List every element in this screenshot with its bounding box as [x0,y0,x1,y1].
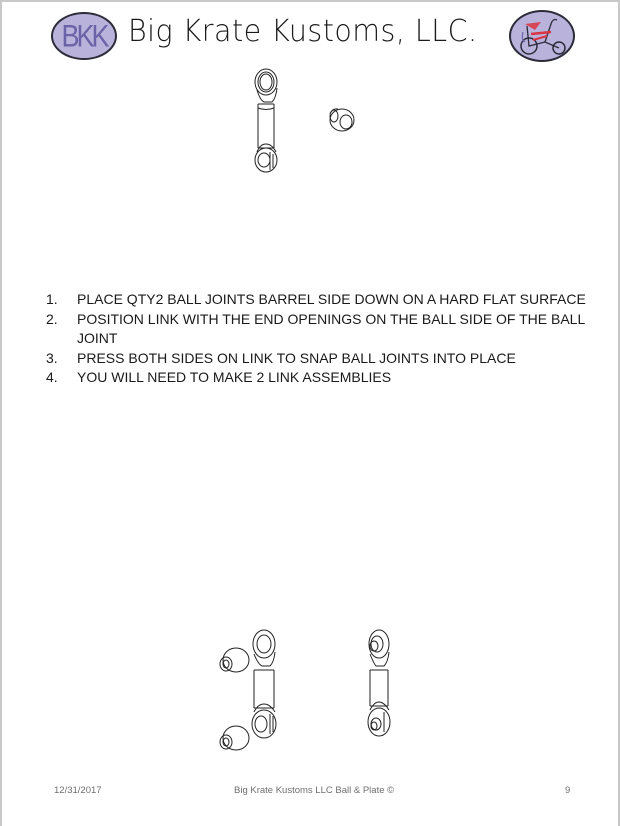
footer-copyright: Big Krate Kustoms LLC Ball & Plate © [234,785,395,796]
top-parts-figure [246,64,366,179]
bottom-assembly-figure [214,626,404,758]
page-header [2,2,620,68]
step-text: POSITION LINK WITH THE END OPENINGS ON THE BALL SIDE OF THE BALL JOINT [77,310,585,346]
footer-date: 12/31/2017 [54,785,102,796]
step-number: 1. [46,291,58,307]
assembled-link-icon [368,630,390,736]
bkk-logo [51,12,117,60]
ball-joint-icon [220,726,249,750]
instruction-item [46,310,586,349]
step-text: PRESS BOTH SIDES ON LINK TO SNAP BALL JOINTS INTO PLACE [77,349,516,366]
step-number: 4. [46,369,58,385]
step-text: PLACE QTY2 BALL JOINTS BARREL SIDE DOWN ON A HARD FLAT SURFACE [77,291,586,307]
step-number: 2. [46,310,58,327]
ball-joint-icon [330,109,354,131]
instruction-list [46,290,586,388]
link-part-icon [252,630,276,738]
bkk-logo-text: BKK [61,18,107,53]
bicycle-logo-icon [509,10,575,62]
instruction-item [46,368,586,388]
ball-joint-icon [220,648,249,672]
step-text: YOU WILL NEED TO MAKE 2 LINK ASSEMBLIES [77,369,392,385]
step-number: 3. [46,349,58,366]
link-part-icon [255,69,277,172]
page-number: 9 [565,785,571,796]
company-title: Big Krate Kustoms, LLC. [128,14,478,49]
instruction-item [46,349,586,369]
instruction-item [46,290,586,310]
page-footer [2,785,620,799]
